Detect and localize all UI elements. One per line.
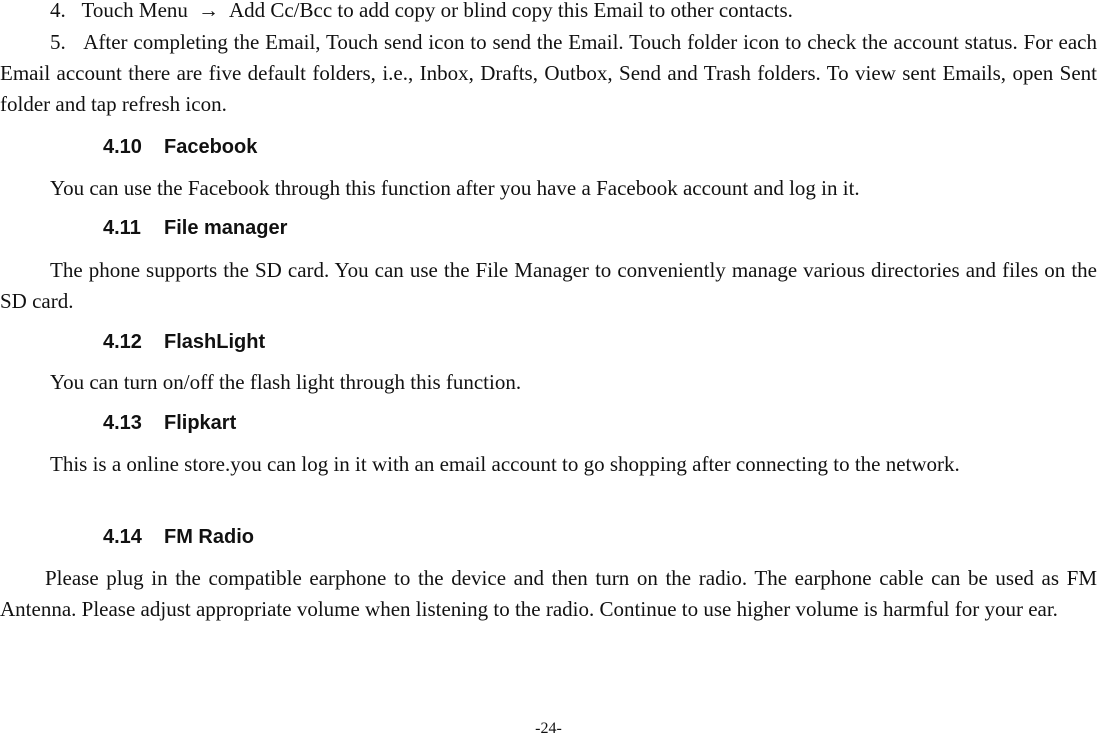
section-body-facebook	[0, 173, 1097, 204]
right-arrow-icon: →	[197, 0, 219, 22]
step-5-text: After completing the Email, Touch send icon to send the Email. Touch folder icon to check the account status. For each Email account there are five default folders, i.e., Inbox, Drafts, Outbox, Send and Trash folders. To view sent Emails, open Sent folder and tap refresh icon.	[0, 30, 1097, 116]
section-body-fm-radio	[0, 563, 1097, 625]
section-heading-flashlight	[103, 328, 265, 356]
section-number: 4.10	[103, 136, 142, 158]
section-heading-flipkart	[103, 409, 236, 437]
section-heading-facebook	[103, 133, 257, 161]
step-5-number: 5.	[50, 30, 66, 54]
section-body-flipkart	[0, 449, 1097, 480]
step-5-paragraph	[0, 27, 1097, 120]
section-number: 4.12	[103, 331, 142, 353]
section-number: 4.14	[103, 526, 142, 548]
step-4-text-before: Touch Menu	[81, 0, 188, 22]
section-body-text: You can turn on/off the flash light through this function.	[50, 370, 522, 394]
section-number: 4.13	[103, 412, 142, 434]
section-title: Flipkart	[164, 412, 237, 434]
section-body-text: Please plug in the compatible earphone to the device and then turn on the radio. The earphone cable can be used as FM Antenna. Please adjust appropriate volume when listening to the radio. Continue to use higher volume is harmful for your ear.	[0, 566, 1097, 621]
section-title: FM Radio	[164, 526, 254, 548]
step-4-paragraph	[0, 0, 1097, 26]
step-4-text-after: Add Cc/Bcc to add copy or blind copy this Email to other contacts.	[228, 0, 793, 22]
section-number: 4.11	[103, 217, 141, 239]
section-body-file-manager	[0, 255, 1097, 317]
section-body-text: This is a online store.you can log in it with an email account to go shopping after connecting to the network.	[50, 452, 960, 476]
section-heading-fm-radio	[103, 523, 254, 551]
section-body-text: The phone supports the SD card. You can use the File Manager to conveniently manage various directories and files on the SD card.	[0, 258, 1097, 313]
section-heading-file-manager	[103, 214, 287, 242]
section-title: FlashLight	[164, 331, 266, 353]
page-number: -24-	[535, 720, 562, 737]
section-body-text: You can use the Facebook through this function after you have a Facebook account and log in it.	[50, 176, 860, 200]
step-4-number: 4.	[50, 0, 66, 22]
section-title: Facebook	[164, 136, 258, 158]
section-title: File manager	[164, 217, 288, 239]
section-body-flashlight	[0, 367, 1097, 398]
